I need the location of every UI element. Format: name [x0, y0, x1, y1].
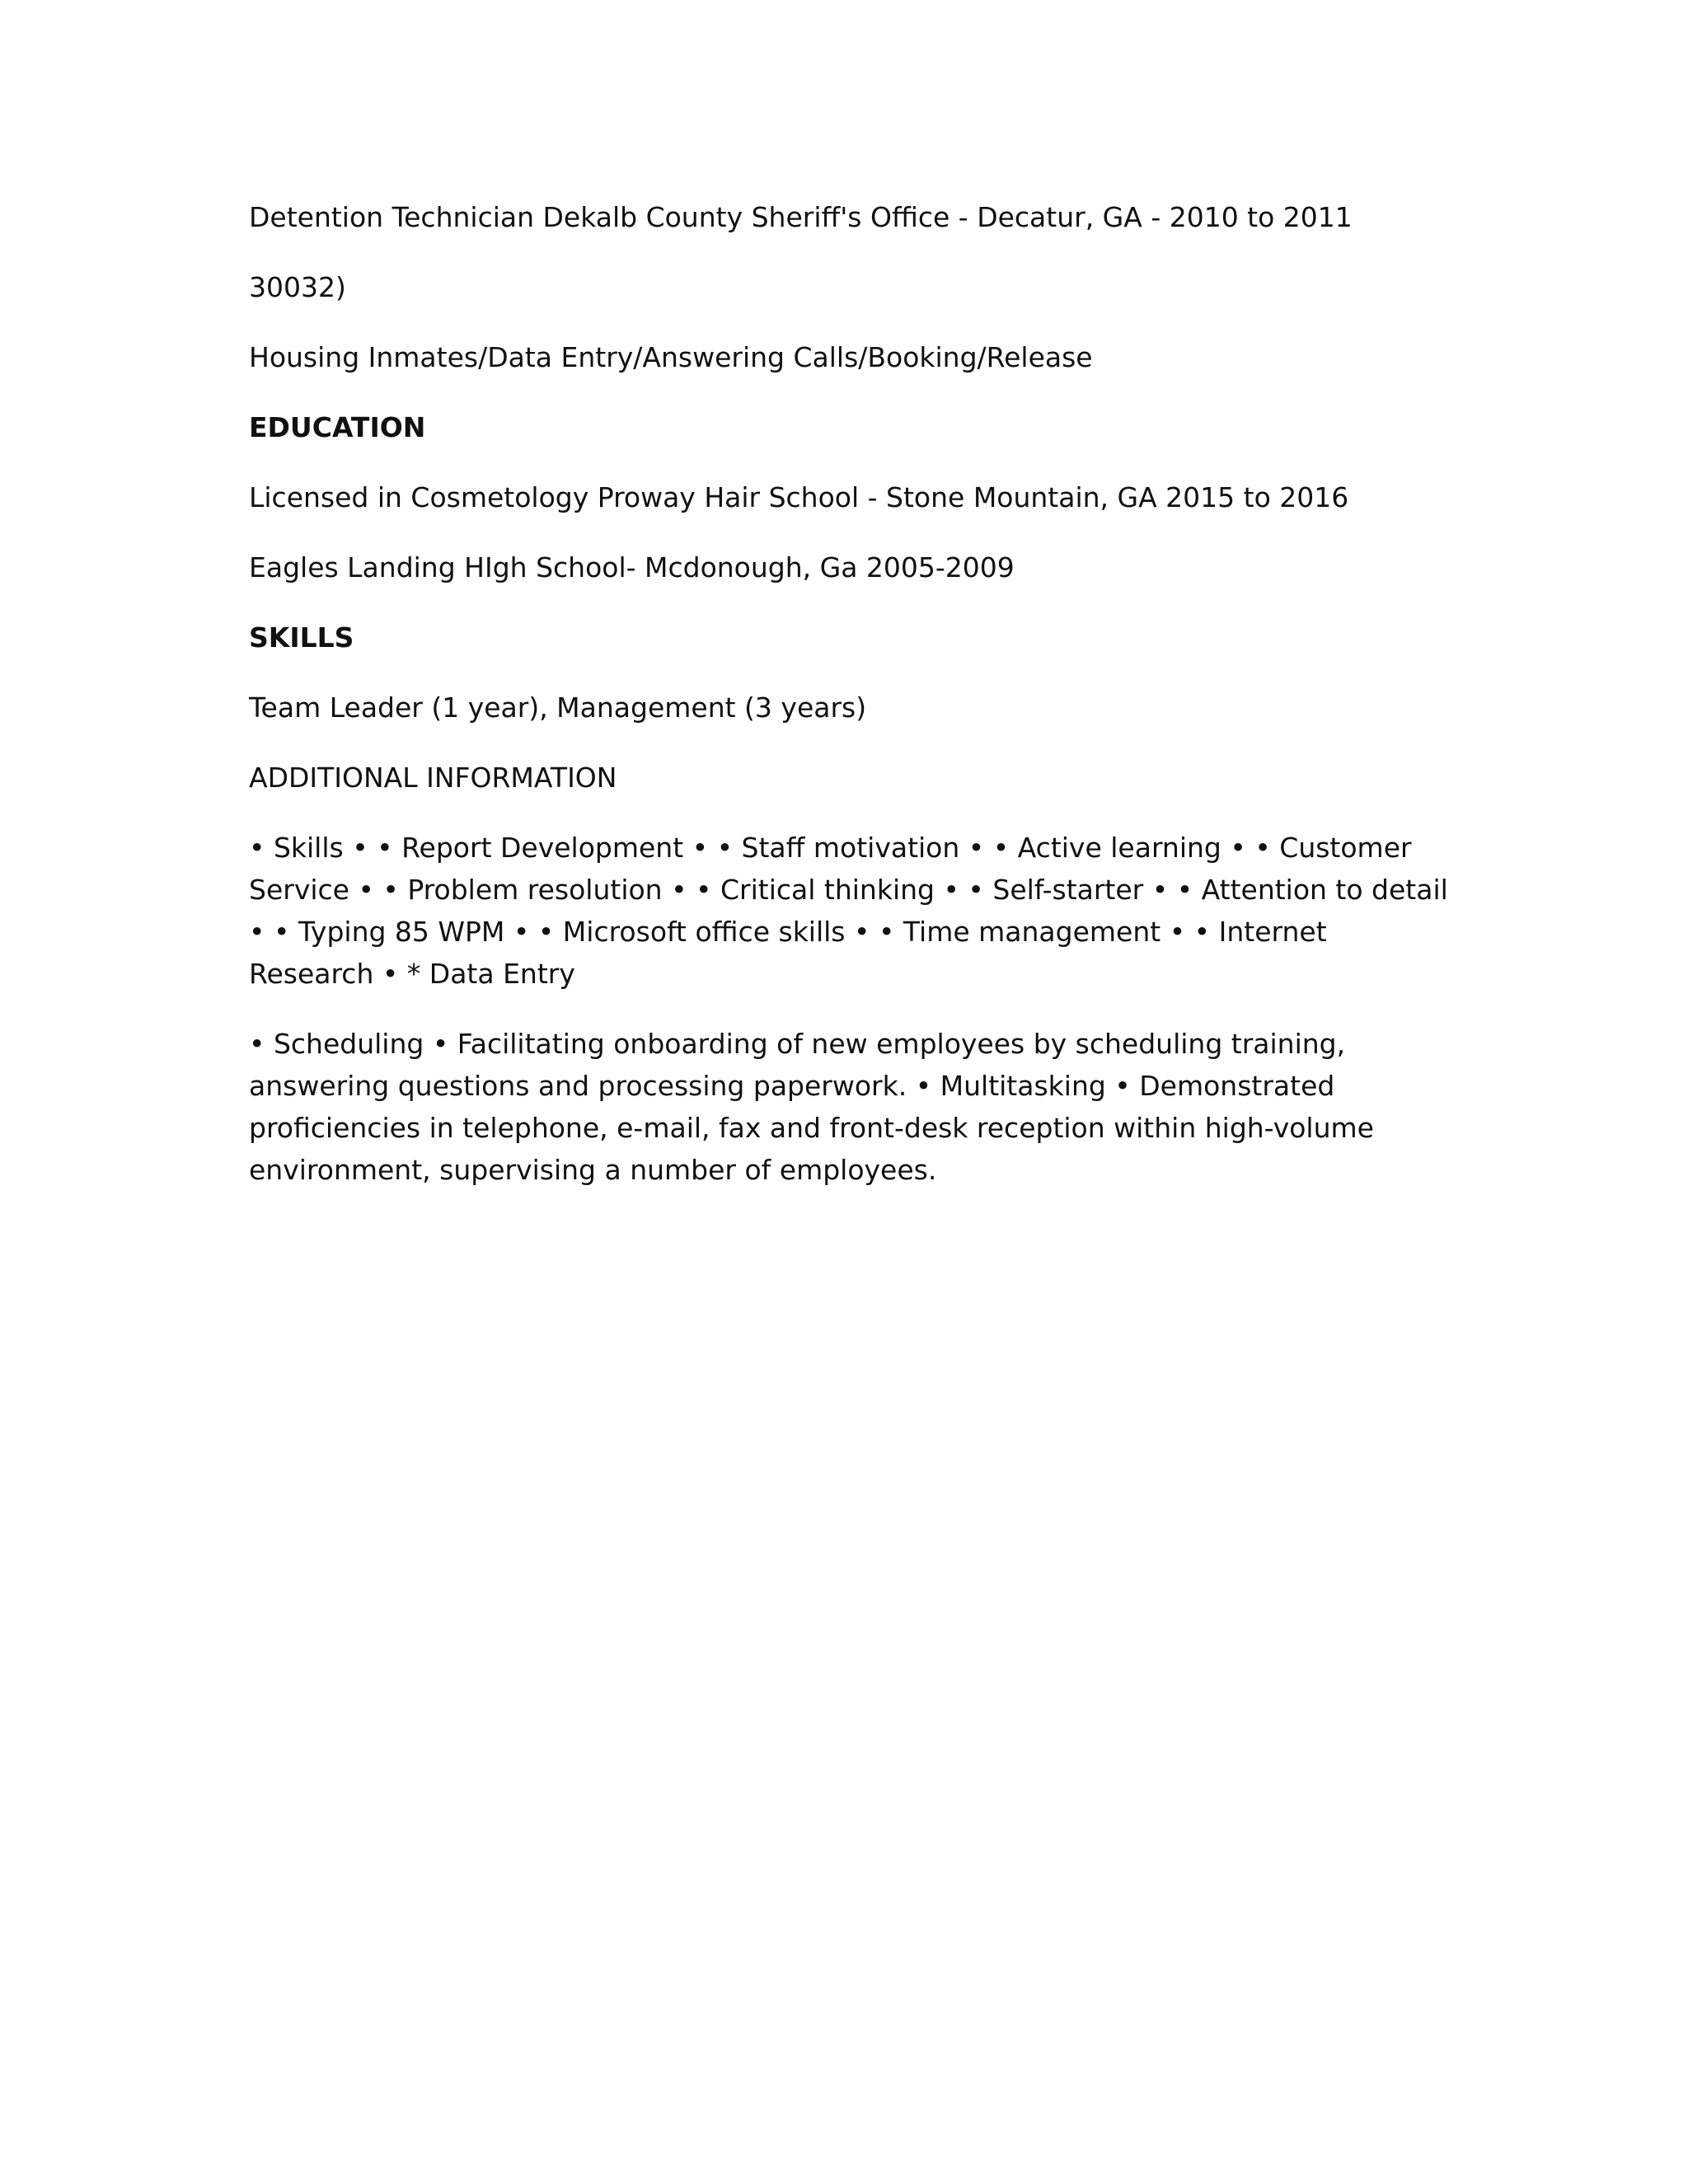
additional-information-paragraph-2: • Scheduling • Facilitating onboarding of new employees by scheduling training, answering questions and processing paperwork. • Multitasking • Demonstrated proficiencies in telephone, e-mail, fax and front-desk reception within high-volume environment, supervising a number of employees. [249, 1028, 1374, 1186]
additional-information-heading: ADDITIONAL INFORMATION [249, 762, 617, 794]
job-title-line: Detention Technician Dekalb County Sheriff's Office - Decatur, GA - 2010 to 2011 [249, 201, 1353, 233]
zip-fragment: 30032) [249, 271, 346, 303]
education-item: Licensed in Cosmetology Proway Hair School - Stone Mountain, GA 2015 to 2016 [249, 481, 1349, 513]
skills-summary: Team Leader (1 year), Management (3 years) [249, 691, 867, 724]
skills-heading: SKILLS [249, 621, 354, 654]
resume-content [249, 196, 1452, 1219]
education-item: Eagles Landing HIgh School- Mcdonough, Ga 2005-2009 [249, 551, 1015, 583]
education-heading: EDUCATION [249, 411, 426, 443]
job-duties: Housing Inmates/Data Entry/Answering Calls/Booking/Release [249, 341, 1093, 373]
additional-information-paragraph-1: • Skills • • Report Development • • Staff motivation • • Active learning • • Customer Service • • Problem resolution • • Critical thinking • • Self-starter • • Attention to detail • • Typing 85 WPM • • Microsoft office skills • • Time management • • Internet Research • * Data Entry [249, 832, 1448, 990]
